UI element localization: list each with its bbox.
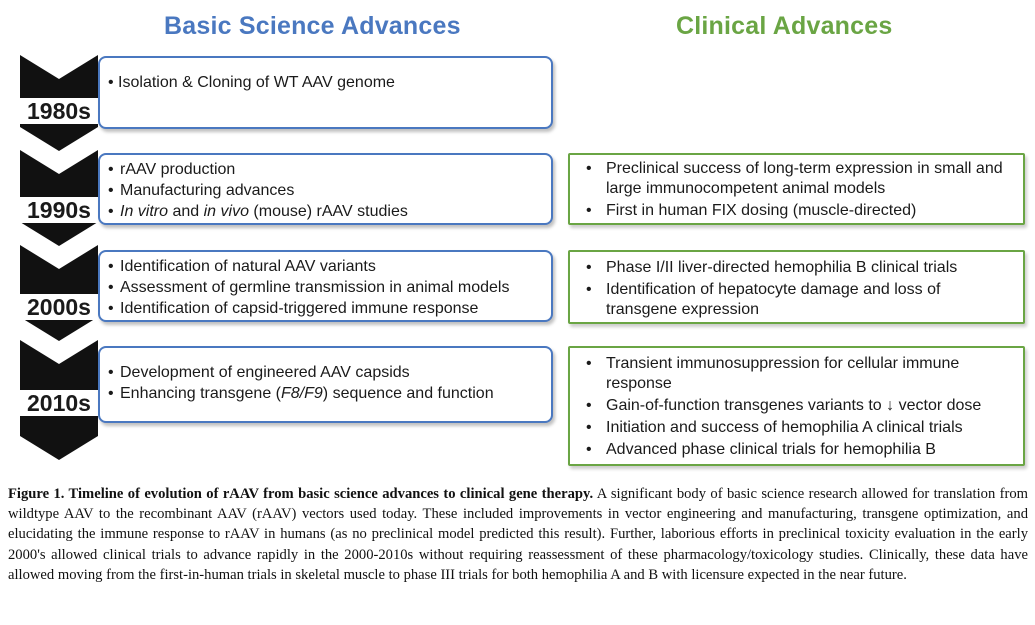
- basic-item: • Enhancing transgene (F8/F9) sequence and function: [104, 383, 543, 404]
- clinical-box-2010s: [568, 346, 1025, 466]
- basic-item: • rAAV production: [104, 159, 543, 180]
- caption-title: Figure 1. Timeline of evolution of rAAV from basic science advances to clinical gene therapy.: [8, 486, 594, 502]
- basic-item: • Isolation & Cloning of WT AAV genome: [108, 74, 395, 91]
- clinical-item: • Initiation and success of hemophilia A clinical trials: [570, 418, 1015, 438]
- era-label-1990s: 1990s: [20, 197, 98, 223]
- caption-body: A significant body of basic science research allowed for translation from wildtype AAV to the recombinant AAV (rAAV) vectors used today. These included improvements in vector engineering and manufacturing, transgene optimization, and elucidating the immune response to rAAV in humans (as no preclinical model predicted this result). Further, laborious efforts in preclinical toxicity evaluation in the early 2000's allowed clinical trials to advance rapidly in the 2000-2010s without requiring reassessment of these pharmacology/toxicology studies. Clinically, these data have allowed moving from the first-in-human trials in skeletal muscle to phase III trials for both hemophilia A and B with licensure expected in the near future.: [8, 486, 1028, 583]
- era-label-1980s: 1980s: [20, 98, 98, 124]
- basic-item: • Manufacturing advances: [104, 180, 543, 201]
- basic-item: • Identification of capsid-triggered immune response: [104, 298, 543, 319]
- clinical-item: • Advanced phase clinical trials for hemophilia B: [570, 440, 1015, 460]
- basic-item: • Identification of natural AAV variants: [104, 256, 543, 277]
- clinical-item: • Preclinical success of long-term expression in small and large immunocompetent animal models: [570, 159, 1015, 199]
- basic-box-1990s: [98, 153, 553, 225]
- clinical-item: • First in human FIX dosing (muscle-directed): [570, 201, 1015, 221]
- basic-box-1980s: [98, 56, 553, 129]
- basic-item: • Assessment of germline transmission in animal models: [104, 277, 543, 298]
- clinical-item: • Phase I/II liver-directed hemophilia B clinical trials: [570, 258, 1015, 278]
- basic-item: • Development of engineered AAV capsids: [104, 362, 543, 383]
- figure-caption: [8, 484, 1028, 585]
- clinical-box-2000s: [568, 250, 1025, 324]
- chevron-2000s-icon: [20, 245, 98, 341]
- era-label-2000s: 2000s: [20, 294, 98, 320]
- clinical-advances-header: Clinical Advances: [676, 12, 893, 40]
- basic-item: • In vitro and in vivo (mouse) rAAV studies: [104, 201, 543, 222]
- basic-box-2010s: [98, 346, 553, 423]
- basic-science-header: Basic Science Advances: [164, 12, 461, 40]
- clinical-item: • Transient immunosuppression for cellular immune response: [570, 354, 1015, 394]
- clinical-box-1990s: [568, 153, 1025, 225]
- era-label-2010s: 2010s: [20, 390, 98, 416]
- clinical-item: • Gain-of-function transgenes variants to ↓ vector dose: [570, 396, 1015, 416]
- clinical-item: • Identification of hepatocyte damage and loss of transgene expression: [570, 280, 1015, 320]
- basic-box-2000s: [98, 250, 553, 322]
